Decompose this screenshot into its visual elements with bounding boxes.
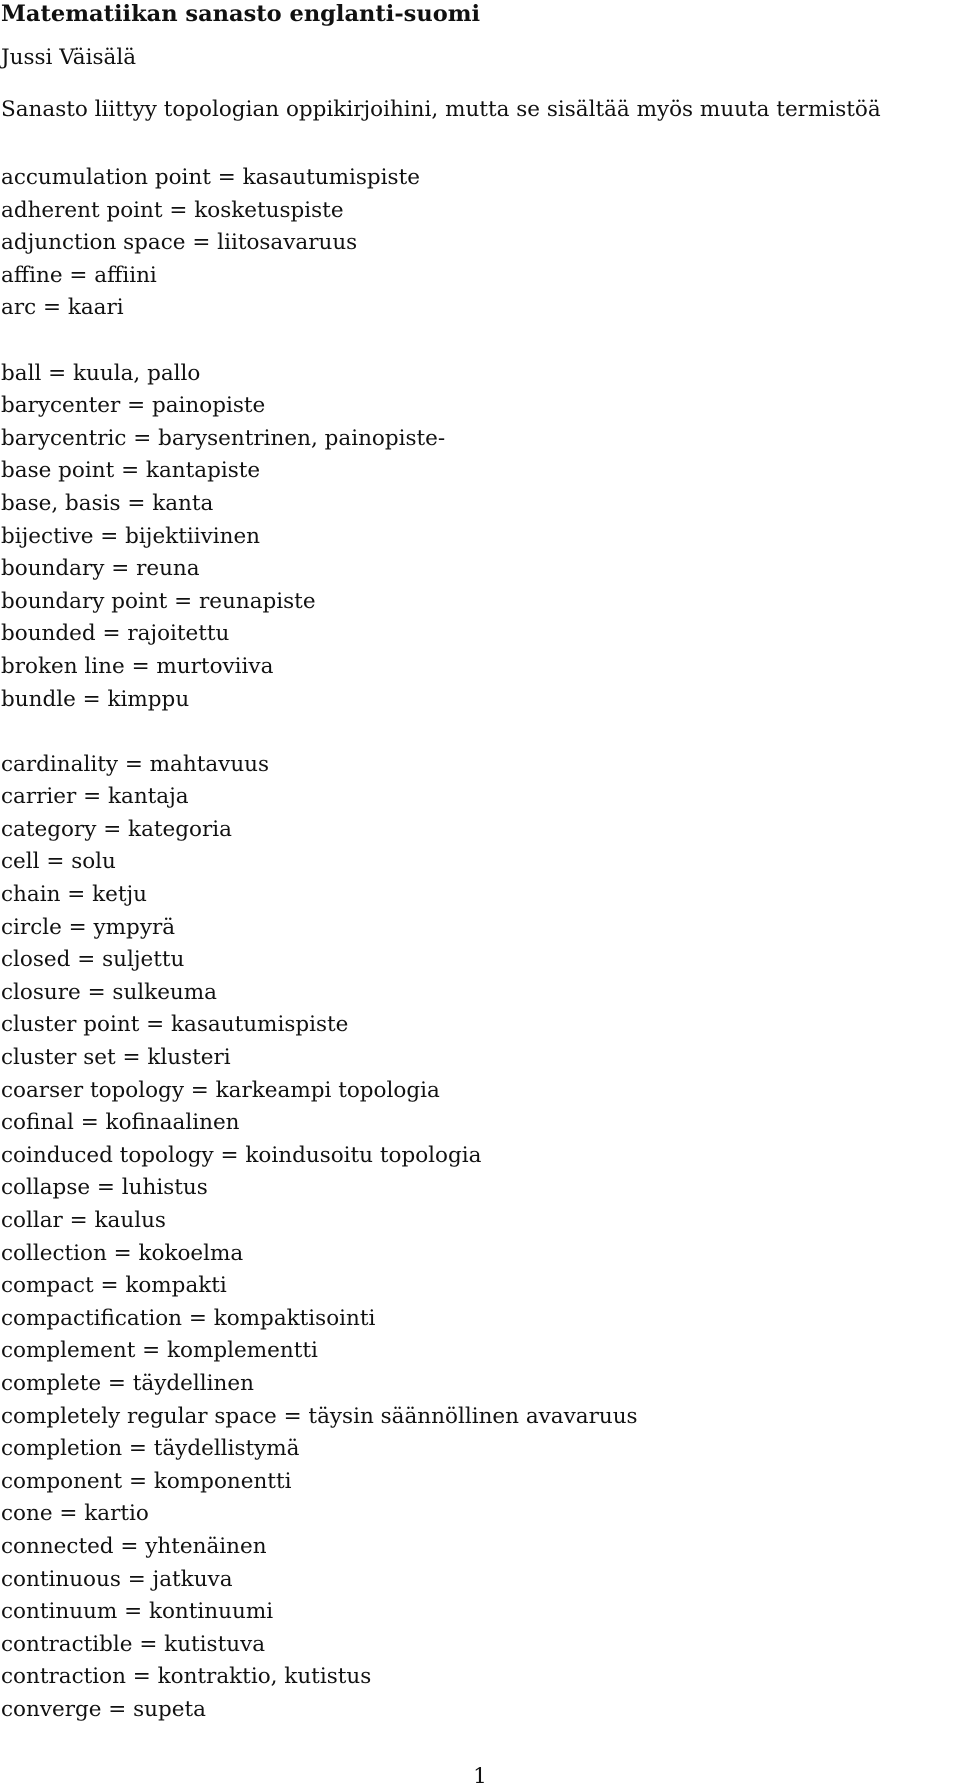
glossary-entry: compact = kompakti (1, 1273, 227, 1299)
glossary-entry: continuous = jatkuva (1, 1566, 233, 1592)
glossary-entry: barycenter = painopiste (1, 393, 266, 419)
glossary-entry: cluster point = kasautumispiste (1, 1012, 349, 1038)
glossary-entry: cell = solu (1, 849, 116, 875)
glossary-entry: bundle = kimppu (1, 686, 190, 712)
document-author: Jussi Väisälä (1, 45, 137, 70)
glossary-entry: connected = yhtenäinen (1, 1533, 267, 1559)
glossary-entry: circle = ympyrä (1, 914, 176, 940)
glossary-entry: boundary point = reunapiste (1, 588, 316, 614)
glossary-entry: cone = kartio (1, 1501, 149, 1527)
glossary-entry: coarser topology = karkeampi topologia (1, 1077, 440, 1103)
document-title: Matematiikan sanasto englanti-suomi (1, 1, 481, 27)
glossary-letter-group (1, 358, 941, 717)
glossary-entry: collapse = luhistus (1, 1175, 208, 1201)
glossary-entry: arc = kaari (1, 295, 124, 321)
glossary-entry: accumulation point = kasautumispiste (1, 165, 420, 190)
glossary-entry: coinduced topology = koindusoitu topologia (1, 1142, 482, 1168)
glossary-entry: base point = kantapiste (1, 458, 261, 484)
glossary-letter-group (1, 749, 941, 1727)
glossary-entry: complete = täydellinen (1, 1370, 254, 1396)
page-number: 1 (473, 1764, 487, 1789)
glossary-entry: adherent point = kosketuspiste (1, 197, 344, 223)
glossary-entry: bijective = bijektiivinen (1, 523, 261, 549)
glossary-entry: category = kategoria (1, 816, 232, 842)
glossary-entry: completion = täydellistymä (1, 1436, 300, 1462)
glossary-entry: component = komponentti (1, 1468, 292, 1494)
glossary-entry: barycentric = barysentrinen, painopiste- (1, 425, 446, 451)
glossary-entry: cofinal = kofinaalinen (1, 1110, 240, 1136)
glossary-entry: adjunction space = liitosavaruus (1, 230, 358, 256)
glossary-entry: ball = kuula, pallo (1, 360, 201, 386)
glossary-entry: compactification = kompaktisointi (1, 1305, 376, 1331)
glossary-entry: converge = supeta (1, 1696, 206, 1722)
glossary-entry: completely regular space = täysin säännöllinen avavaruus (1, 1403, 638, 1429)
glossary-entry: continuum = kontinuumi (1, 1599, 274, 1625)
glossary-entry: bounded = rajoitettu (1, 621, 230, 647)
glossary-entry: affine = affiini (1, 262, 157, 288)
glossary-entry: broken line = murtoviiva (1, 653, 274, 679)
glossary-entry: carrier = kantaja (1, 784, 189, 810)
glossary-entry: contractible = kutistuva (1, 1631, 266, 1657)
glossary-entry: base, basis = kanta (1, 490, 214, 516)
glossary-entry: boundary = reuna (1, 556, 200, 582)
glossary-entry: contraction = kontraktio, kutistus (1, 1664, 372, 1690)
glossary-entry: closed = suljettu (1, 947, 185, 973)
glossary-letter-group (1, 162, 941, 325)
document-description: Sanasto liittyy topologian oppikirjoihini, mutta se sisältää myös muuta termistöä (1, 97, 881, 122)
glossary-entry: collection = kokoelma (1, 1240, 244, 1266)
glossary-entry: complement = komplementti (1, 1338, 318, 1364)
glossary-entry: cluster set = klusteri (1, 1045, 231, 1071)
glossary-entry: cardinality = mahtavuus (1, 751, 270, 777)
glossary-entry: chain = ketju (1, 882, 148, 908)
glossary-entry: closure = sulkeuma (1, 979, 217, 1005)
glossary-list (1, 162, 941, 1759)
glossary-entry: collar = kaulus (1, 1208, 166, 1233)
